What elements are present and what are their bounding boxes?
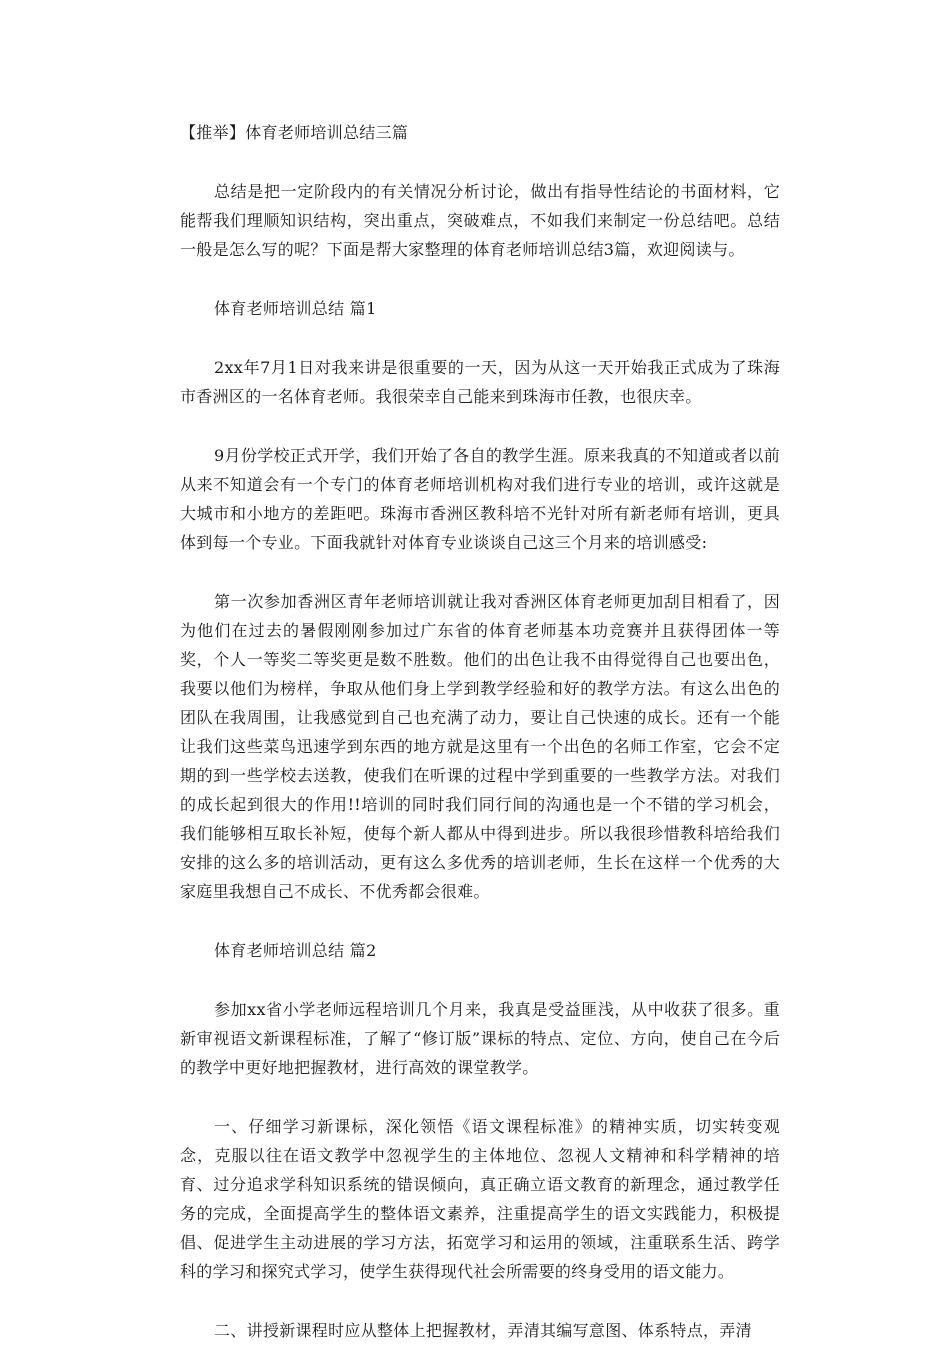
section-2-paragraph-2: 一、仔细学习新课标，深化领悟《语文课程标准》的精神实质，切实转变观念，克服以往在语文教学中忽视学生的主体地位、忽视人文精神和科学精神的培育、过分追求学科知识系统的错误倾向，真正确立语文教育的新理念，通过教学任务的完成，全面提高学生的整体语文素养，注重提高学生的语文实践能力，积极提倡、促进学生主动进展的学习方法，拓宽学习和运用的领域，注重联系生活、跨学科的学习和探究式学习，使学生获得现代社会所需要的终身受用的语文能力。 bbox=[180, 1117, 780, 1281]
section-1-heading: 体育老师培训总结 篇1 bbox=[214, 299, 377, 318]
section-2-paragraph-3: 二、讲授新课程时应从整体上把握教材，弄清其编写意图、体系特点，弄清 bbox=[214, 1321, 752, 1340]
section-2-paragraph-1: 参加xx省小学老师远程培训几个月来，我真是受益匪浅，从中收获了很多。重新审视语文新课程标准，了解了“修订版”课标的特点、定位、方向，使自己在今后的教学中更好地把握教材，进行高效的课堂教学。 bbox=[180, 1000, 780, 1077]
intro-paragraph: 总结是把一定阶段内的有关情况分析讨论，做出有指导性结论的书面材料，它能帮我们理顺知识结构，突出重点，突破难点，不如我们来制定一份总结吧。总结一般是怎么写的呢？下面是帮大家整理的体育老师培训总结3篇，欢迎阅读与。 bbox=[180, 182, 780, 259]
section-1-paragraph-1: 2xx年7月1日对我来讲是很重要的一天，因为从这一天开始我正式成为了珠海市香洲区的一名体育老师。我很荣幸自己能来到珠海市任教，也很庆幸。 bbox=[180, 358, 780, 406]
section-1-paragraph-2: 9月份学校正式开学，我们开始了各自的教学生涯。原来我真的不知道或者以前从来不知道会有一个专门的体育老师培训机构对我们进行专业的培训，或许这就是大城市和小地方的差距吧。珠海市香洲区教科培不光针对所有新老师有培训，更具体到每一个专业。下面我就针对体育专业谈谈自己这三个月来的培训感受: bbox=[180, 446, 780, 552]
section-1-paragraph-3: 第一次参加香洲区青年老师培训就让我对香洲区体育老师更加刮目相看了，因为他们在过去的暑假刚刚参加过广东省的体育老师基本功竞赛并且获得团体一等奖，个人一等奖二等奖更是数不胜数。他们的出色让我不由得觉得自己也要出色，我要以他们为榜样，争取从他们身上学到教学经验和好的教学方法。有这么出色的团队在我周围，让我感觉到自己也充满了动力，要让自己快速的成长。还有一个能让我们这些菜鸟迅速学到东西的地方就是这里有一个出色的名师工作室，它会不定期的到一些学校去送教，使我们在听课的过程中学到重要的一些教学方法。对我们的成长起到很大的作用!!培训的同时我们同行间的沟通也是一个不错的学习机会，我们能够相互取长补短，使每个新人都从中得到进步。所以我很珍惜教科培给我们安排的这么多的培训活动，更有这么多优秀的培训老师，生长在这样一个优秀的大家庭里我想自己不成长、不优秀都会很难。 bbox=[180, 592, 780, 901]
section-2-heading: 体育老师培训总结 篇2 bbox=[214, 941, 377, 960]
document-page bbox=[180, 118, 780, 1345]
document-title: 【推举】体育老师培训总结三篇 bbox=[180, 123, 409, 142]
